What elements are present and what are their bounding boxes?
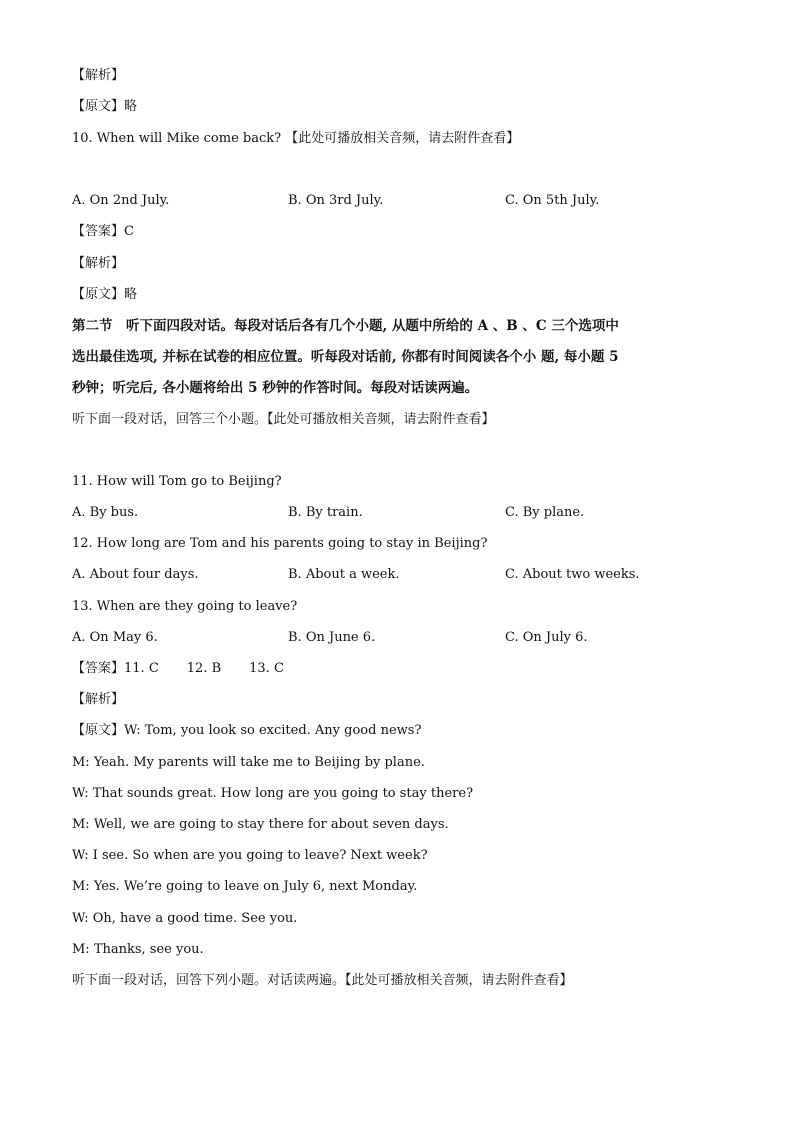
q13-option-b: B. On June 6. [288, 630, 376, 645]
dialogue-line-4: M: Well, we are going to stay there for about seven days. [72, 817, 449, 832]
q10-option-b: B. On 3rd July. [288, 193, 384, 208]
q12-option-b: B. About a week. [288, 567, 400, 582]
q11-option-a: A. By bus. [72, 505, 139, 520]
section-2-instructions-line-1: 第二节 听下面四段对话。每段对话后各有几个小题, 从题中所给的 A 、B 、C 三个选项中 [72, 318, 619, 334]
dialogue-1-intro: 听下面一段对话，回答三个小题。【此处可播放相关音频，请去附件查看】 [72, 412, 495, 427]
q10-answer: 【答案】C [72, 224, 134, 239]
dialogue-line-7: W: Oh, have a good time. See you. [72, 911, 298, 926]
original-text-line: 【原文】略 [72, 99, 138, 114]
q13-option-c: C. On July 6. [505, 630, 588, 645]
q11-option-b: B. By train. [288, 505, 363, 520]
q11-option-c: C. By plane. [505, 505, 585, 520]
dialogue-line-1: 【原文】W: Tom, you look so excited. Any good news? [72, 723, 422, 738]
answer-label: 【答案】 [72, 661, 125, 676]
q12-option-a: A. About four days. [72, 567, 199, 582]
q10-option-c: C. On 5th July. [505, 193, 600, 208]
question-13: 13. When are they going to leave? [72, 599, 298, 614]
q12-option-c: C. About two weeks. [505, 567, 640, 582]
q10-original-text: 【原文】略 [72, 287, 138, 302]
dialogue-2-intro: 听下面一段对话，回答下列小题。对话读两遍。【此处可播放相关音频，请去附件查看】 [72, 973, 573, 988]
q11-13-answers [72, 661, 312, 677]
dialogue-line-2: M: Yeah. My parents will take me to Beijing by plane. [72, 755, 425, 770]
q13-option-a: A. On May 6. [72, 630, 158, 645]
q10-option-a: A. On 2nd July. [72, 193, 170, 208]
q11-13-analysis-heading: 【解析】 [72, 692, 125, 707]
question-12: 12. How long are Tom and his parents going to stay in Beijing? [72, 536, 488, 551]
section-2-instructions-line-2: 选出最佳选项, 并标在试卷的相应位置。听每段对话前, 你都有时间阅读各个小 题, 每小题 5 [72, 349, 619, 365]
question-10: 10. When will Mike come back? 【此处可播放相关音频，请去附件查看】 [72, 131, 520, 146]
question-11: 11. How will Tom go to Beijing? [72, 474, 282, 489]
dialogue-line-3: W: That sounds great. How long are you going to stay there? [72, 786, 474, 801]
analysis-heading: 【解析】 [72, 68, 125, 83]
answer-11: 11. C [124, 661, 159, 676]
dialogue-line-6: M: Yes. We’re going to leave on July 6, next Monday. [72, 879, 418, 894]
answer-13: 13. C [249, 661, 284, 676]
dialogue-line-8: M: Thanks, see you. [72, 942, 204, 957]
section-2-instructions-line-3: 秒钟；听完后, 各小题将给出 5 秒钟的作答时间。每段对话读两遍。 [72, 380, 479, 396]
answer-12: 12. B [186, 661, 222, 676]
dialogue-line-5: W: I see. So when are you going to leave? Next week? [72, 848, 428, 863]
q10-analysis-heading: 【解析】 [72, 256, 125, 271]
